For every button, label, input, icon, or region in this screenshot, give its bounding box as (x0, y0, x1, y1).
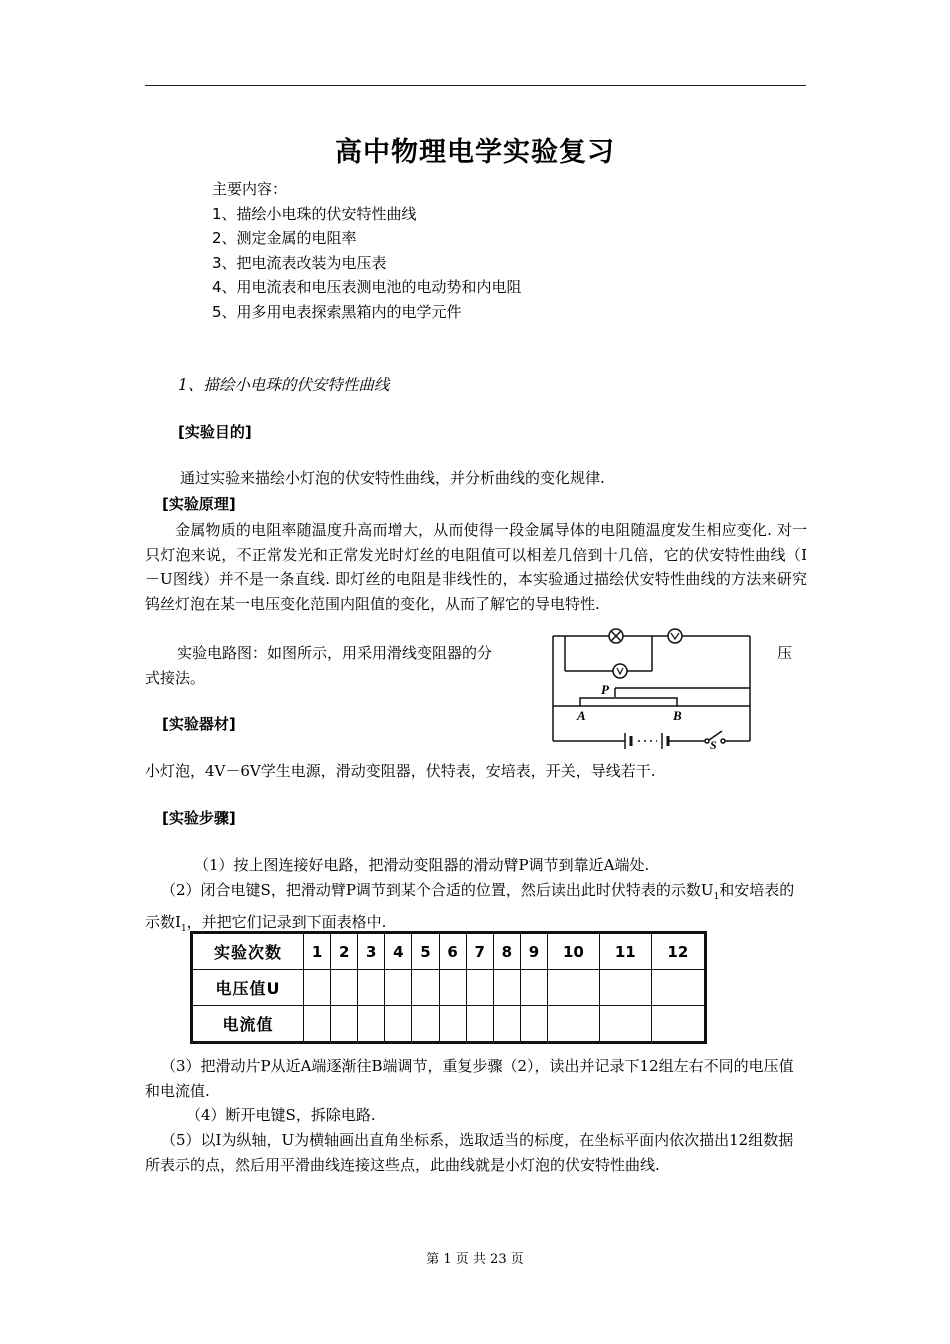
principle-paragraph (145, 518, 807, 616)
voltmeter-icon (617, 668, 623, 674)
principle-text: 金属物质的电阻率随温度升高而增大，从而使得一段金属导体的电阻随温度发生相应变化. 对一只灯泡来说，不正常发光和正常发光时灯丝的电阻值可以相差几倍到十几倍，它的伏安特性曲线（I－U图线）并不是一条直线. 即灯丝的电阻是非线性的，本实验通过描绘伏安特性曲线的方法来研究钨丝灯泡在某一电压变化范围内阻值的变化，从而了解它的导电特性. (145, 521, 807, 613)
label-a: A (577, 708, 586, 723)
table-cell (412, 1006, 439, 1043)
step-3: （3）把滑动片P从近A端逐渐往B端调节，重复步骤（2），读出并记录下12组左右不同的电压值和电流值. (145, 1057, 794, 1100)
purpose-heading: [实验目的] (178, 423, 252, 441)
contents-item: 2、测定金属的电阻率 (212, 229, 357, 247)
table-cell (412, 970, 439, 1006)
table-cell (439, 970, 466, 1006)
table-cell (466, 970, 493, 1006)
purpose-text: 通过实验来描绘小灯泡的伏安特性曲线，并分析曲线的变化规律. (180, 469, 605, 487)
subscript-1: 1 (180, 923, 187, 934)
table-cell (547, 1006, 599, 1043)
column-header: 8 (493, 933, 520, 970)
table-cell (520, 970, 547, 1006)
header-rule (145, 85, 806, 86)
step-2-text: （2）闭合电键S，把滑动臂P调节到某个合适的位置，然后读出此时伏特表的示数U (161, 881, 714, 899)
column-header: 6 (439, 933, 466, 970)
ammeter-icon (671, 633, 679, 639)
table-row (192, 1006, 706, 1043)
table-cell (520, 1006, 547, 1043)
column-header: 4 (385, 933, 412, 970)
column-header: 3 (358, 933, 385, 970)
row-header: 电流值 (192, 1006, 304, 1043)
contents-item: 3、把电流表改装为电压表 (212, 253, 387, 272)
step-2-text-c: ，并把它们记录到下面表格中. (186, 912, 387, 931)
step-4: （4）断开电键S，拆除电路. (186, 1106, 376, 1124)
contents-item: 4、用电流表和电压表测电池的电动势和内电阻 (212, 278, 522, 296)
table-cell (651, 1006, 705, 1043)
table-cell (331, 1006, 358, 1043)
step-2-text-b: 和安培表的示数I (145, 881, 795, 931)
row-header: 电压值U (192, 970, 304, 1006)
table-row (192, 933, 706, 970)
table-cell (304, 970, 331, 1006)
column-header: 1 (304, 933, 331, 970)
page-footer: 第 1 页 共 23 页 (426, 1252, 524, 1267)
steps-heading: [实验步骤] (162, 809, 236, 827)
table-cell (331, 970, 358, 1006)
principle-heading: [实验原理] (162, 495, 236, 513)
contents-item: 5、用多用电表探索黑箱内的电学元件 (212, 302, 462, 321)
label-b: B (673, 708, 682, 723)
equipment-text: 小灯泡，4V－6V学生电源，滑动变阻器，伏特表，安培表，开关，导线若干. (145, 762, 656, 780)
contents-list (212, 177, 522, 324)
table-cell (304, 1006, 331, 1043)
data-table (190, 931, 707, 1044)
label-s: S (710, 738, 717, 752)
table-cell (599, 970, 651, 1006)
column-header: 5 (412, 933, 439, 970)
table-cell (493, 970, 520, 1006)
table-cell (385, 1006, 412, 1043)
step-1: （1）按上图连接好电路，把滑动变阻器的滑动臂P调节到靠近A端处. (194, 856, 650, 874)
column-header: 10 (547, 933, 599, 970)
column-header: 2 (331, 933, 358, 970)
row-header: 实验次数 (192, 933, 304, 970)
step-5: （5）以I为纵轴，U为横轴画出直角坐标系，选取适当的标度，在坐标平面内依次描出12组数据所表示的点，然后用平滑曲线连接这些点，此曲线就是小灯泡的伏安特性曲线. (145, 1131, 794, 1174)
circuit-description: 实验电路图：如图所示，用采用滑线变阻器的分 (177, 644, 493, 662)
table-cell (466, 1006, 493, 1043)
circuit-description-cont: 式接法。 (145, 669, 206, 687)
table-cell (547, 970, 599, 1006)
section-title: 1、描绘小电珠的伏安特性曲线 (178, 376, 390, 394)
label-p: P (601, 682, 609, 697)
contents-heading: 主要内容： (212, 180, 288, 198)
table-cell (439, 1006, 466, 1043)
page-title: 高中物理电学实验复习 (335, 137, 615, 168)
table-cell (385, 970, 412, 1006)
circuit-description-end: 压 (777, 644, 793, 662)
equipment-heading: [实验器材] (162, 715, 236, 733)
table-row (192, 970, 706, 1006)
column-header: 9 (520, 933, 547, 970)
table-cell (599, 1006, 651, 1043)
column-header: 12 (651, 933, 705, 970)
table-cell (358, 1006, 385, 1043)
column-header: 11 (599, 933, 651, 970)
table-cell (493, 1006, 520, 1043)
contents-item: 1、描绘小电珠的伏安特性曲线 (212, 204, 417, 223)
table-cell (651, 970, 705, 1006)
table-cell (358, 970, 385, 1006)
subscript-1: 1 (713, 892, 720, 902)
column-header: 7 (466, 933, 493, 970)
circuit-diagram (545, 623, 760, 753)
